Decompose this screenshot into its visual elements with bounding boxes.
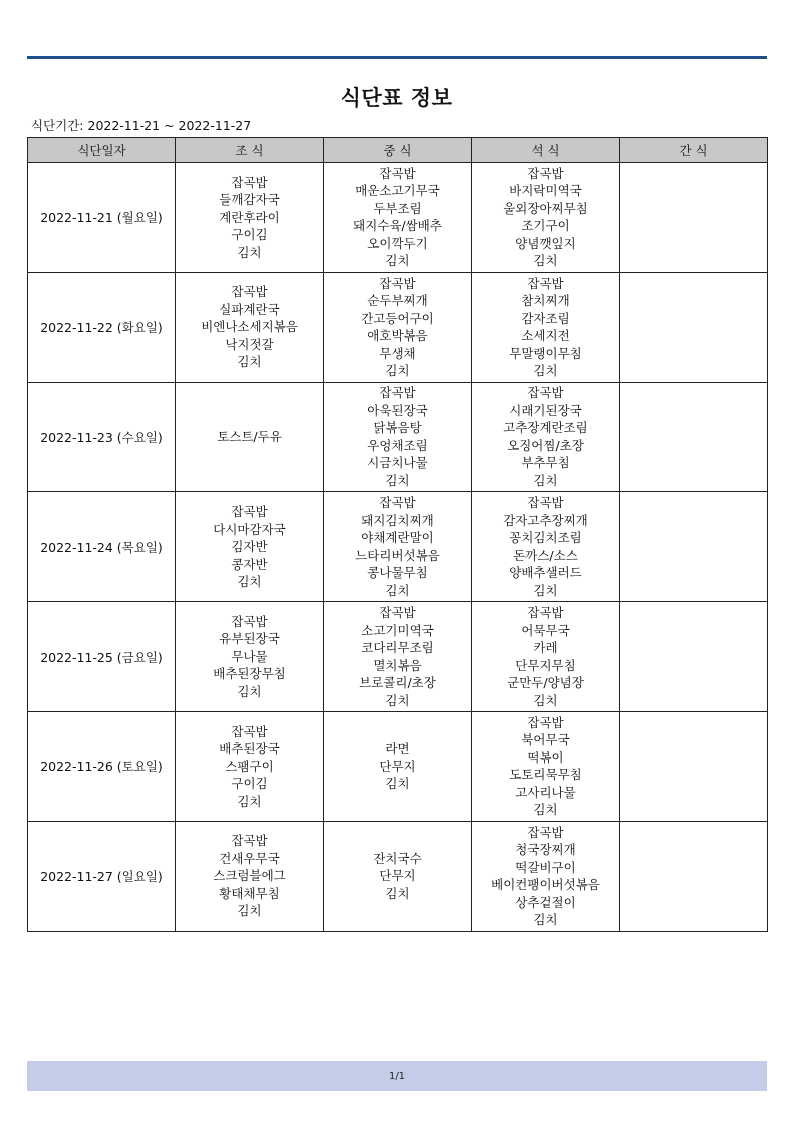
- snack-cell: [620, 492, 768, 602]
- menu-item: 잡곡밥: [231, 613, 268, 629]
- menu-item: 떡볶이: [527, 749, 564, 765]
- breakfast-cell: [176, 492, 324, 602]
- lunch-cell: [324, 163, 472, 273]
- snack-cell: [620, 163, 768, 273]
- menu-item: 구이김: [231, 776, 268, 792]
- snack-cell: [620, 382, 768, 492]
- menu-item: 매운소고기무국: [355, 183, 440, 199]
- menu-item: 돈까스/소스: [513, 547, 578, 563]
- menu-item: 잔치국수: [373, 850, 422, 866]
- menu-item: 잡곡밥: [231, 504, 268, 520]
- menu-item: 잡곡밥: [379, 495, 416, 511]
- header-snack: 간 식: [620, 138, 768, 163]
- menu-item: 도토리묵무침: [509, 767, 582, 783]
- menu-item: 김자반: [231, 539, 268, 555]
- lunch-cell: [324, 821, 472, 931]
- menu-item: 김치: [237, 574, 262, 590]
- menu-item: 계란후라이: [219, 209, 280, 225]
- date-cell: 2022-11-25 (금요일): [28, 602, 176, 712]
- breakfast-cell: [176, 272, 324, 382]
- menu-item: 김치: [385, 363, 410, 379]
- header-lunch: 중 식: [324, 138, 472, 163]
- menu-item: 상추겉절이: [515, 894, 576, 910]
- menu-item: 스크럼블에그: [213, 868, 286, 884]
- menu-item: 돼지김치찌개: [361, 512, 434, 528]
- menu-item: 김치: [385, 692, 410, 708]
- menu-item: 잡곡밥: [527, 714, 564, 730]
- menu-item: 브로콜리/초장: [359, 675, 436, 691]
- table-header-row: [28, 138, 768, 163]
- menu-item: 애호박볶음: [367, 328, 428, 344]
- menu-item: 라면: [385, 741, 410, 757]
- menu-item: 바지락미역국: [509, 183, 582, 199]
- menu-item: 간고등어구이: [361, 310, 434, 326]
- header-dinner: 석 식: [472, 138, 620, 163]
- menu-item: 고사리나물: [515, 784, 576, 800]
- menu-item: 감자조림: [521, 310, 570, 326]
- menu-item: 콩자반: [231, 556, 268, 572]
- breakfast-cell: [176, 163, 324, 273]
- menu-item: 들깨감자국: [219, 192, 280, 208]
- menu-item: 단무지무침: [515, 657, 576, 673]
- table-row: [28, 272, 768, 382]
- menu-item: 잡곡밥: [231, 174, 268, 190]
- dinner-cell: [472, 272, 620, 382]
- menu-item: 단무지: [379, 758, 416, 774]
- menu-item: 양념깻잎지: [515, 235, 576, 251]
- menu-item: 잡곡밥: [527, 605, 564, 621]
- menu-item: 카레: [533, 640, 558, 656]
- menu-item: 김치: [237, 793, 262, 809]
- menu-item: 황태채무침: [219, 885, 280, 901]
- menu-item: 아욱된장국: [367, 402, 428, 418]
- menu-item: 북어무국: [521, 732, 570, 748]
- menu-item: 멸치볶음: [373, 657, 422, 673]
- menu-item: 군만두/양념장: [507, 675, 584, 691]
- menu-item: 소고기미역국: [361, 622, 434, 638]
- date-cell: 2022-11-22 (화요일): [28, 272, 176, 382]
- menu-item: 김치: [533, 912, 558, 928]
- dinner-cell: [472, 602, 620, 712]
- menu-item: 잡곡밥: [379, 275, 416, 291]
- menu-item: 유부된장국: [219, 631, 280, 647]
- breakfast-cell: [176, 382, 324, 492]
- menu-item: 김치: [385, 885, 410, 901]
- menu-item: 단무지: [379, 868, 416, 884]
- menu-item: 김치: [533, 472, 558, 488]
- menu-item: 건새우무국: [219, 850, 280, 866]
- menu-item: 비엔나소세지볶음: [201, 319, 298, 335]
- menu-item: 잡곡밥: [527, 165, 564, 181]
- menu-item: 오징어찜/초장: [507, 437, 584, 453]
- menu-item: 돼지수육/쌈배추: [353, 218, 442, 234]
- menu-item: 토스트/두유: [217, 429, 282, 445]
- menu-item: 청국장찌개: [515, 842, 576, 858]
- menu-item: 잡곡밥: [379, 385, 416, 401]
- menu-item: 무생채: [379, 345, 416, 361]
- lunch-cell: [324, 382, 472, 492]
- menu-item: 참치찌개: [521, 293, 570, 309]
- menu-item: 무나물: [231, 648, 268, 664]
- menu-item: 양배추샐러드: [509, 565, 582, 581]
- menu-item: 김치: [237, 354, 262, 370]
- lunch-cell: [324, 272, 472, 382]
- menu-item: 우엉채조림: [367, 437, 428, 453]
- menu-item: 김치: [533, 253, 558, 269]
- menu-item: 코다리무조림: [361, 640, 434, 656]
- date-cell: 2022-11-27 (일요일): [28, 821, 176, 931]
- table-row: [28, 821, 768, 931]
- snack-cell: [620, 272, 768, 382]
- table-row: [28, 492, 768, 602]
- menu-item: 베이컨팽이버섯볶음: [491, 877, 600, 893]
- menu-item: 어묵무국: [521, 622, 570, 638]
- snack-cell: [620, 602, 768, 712]
- menu-item: 김치: [385, 472, 410, 488]
- header-date: 식단일자: [28, 138, 176, 163]
- dinner-cell: [472, 711, 620, 821]
- lunch-cell: [324, 602, 472, 712]
- lunch-cell: [324, 492, 472, 602]
- page-title: 식단표 정보: [340, 86, 453, 110]
- menu-item: 잡곡밥: [527, 385, 564, 401]
- menu-item: 소세지전: [521, 328, 570, 344]
- menu-item: 다시마감자국: [213, 521, 286, 537]
- menu-item: 느타리버섯볶음: [355, 547, 440, 563]
- menu-item: 순두부찌개: [367, 293, 428, 309]
- lunch-cell: [324, 711, 472, 821]
- menu-item: 잡곡밥: [379, 165, 416, 181]
- menu-item: 울외장아찌무침: [503, 200, 588, 216]
- menu-item: 잡곡밥: [231, 284, 268, 300]
- menu-item: 두부조림: [373, 200, 422, 216]
- dinner-cell: [472, 821, 620, 931]
- menu-item: 실파계란국: [219, 301, 280, 317]
- menu-item: 김치: [385, 253, 410, 269]
- menu-item: 배추된장무침: [213, 666, 286, 682]
- menu-item: 낙지젓갈: [225, 336, 274, 352]
- menu-item: 무말랭이무침: [509, 345, 582, 361]
- table-row: [28, 382, 768, 492]
- table-row: [28, 711, 768, 821]
- date-cell: 2022-11-21 (월요일): [28, 163, 176, 273]
- table-row: [28, 163, 768, 273]
- menu-item: 오이깍두기: [367, 235, 428, 251]
- date-cell: 2022-11-23 (수요일): [28, 382, 176, 492]
- page-indicator: 1/1: [388, 1070, 406, 1082]
- dinner-cell: [472, 492, 620, 602]
- snack-cell: [620, 821, 768, 931]
- menu-item: 스팸구이: [225, 758, 274, 774]
- breakfast-cell: [176, 602, 324, 712]
- menu-item: 닭볶음탕: [373, 420, 422, 436]
- menu-item: 김치: [385, 582, 410, 598]
- breakfast-cell: [176, 821, 324, 931]
- meal-period: 식단기간: 2022-11-21 ~ 2022-11-27: [31, 118, 252, 133]
- menu-item: 잡곡밥: [231, 833, 268, 849]
- menu-item: 김치: [385, 776, 410, 792]
- top-rule: [27, 56, 767, 59]
- menu-item: 떡갈비구이: [515, 859, 576, 875]
- menu-item: 시금치나물: [367, 455, 428, 471]
- dinner-cell: [472, 382, 620, 492]
- menu-item: 김치: [237, 903, 262, 919]
- footer-bar: [27, 1061, 767, 1091]
- menu-item: 부추무침: [521, 455, 570, 471]
- menu-item: 김치: [533, 802, 558, 818]
- date-cell: 2022-11-24 (목요일): [28, 492, 176, 602]
- menu-item: 김치: [237, 683, 262, 699]
- menu-item: 김치: [533, 692, 558, 708]
- menu-item: 잡곡밥: [527, 495, 564, 511]
- menu-item: 잡곡밥: [231, 723, 268, 739]
- menu-item: 감자고추장찌개: [503, 512, 588, 528]
- table-body: [28, 163, 768, 932]
- menu-item: 잡곡밥: [527, 824, 564, 840]
- menu-item: 고추장계란조림: [503, 420, 588, 436]
- menu-item: 야채계란말이: [361, 530, 434, 546]
- menu-item: 잡곡밥: [527, 275, 564, 291]
- menu-item: 조기구이: [521, 218, 570, 234]
- snack-cell: [620, 711, 768, 821]
- menu-item: 꽁치김치조림: [509, 530, 582, 546]
- table-row: [28, 602, 768, 712]
- menu-item: 김치: [237, 244, 262, 260]
- menu-item: 김치: [533, 363, 558, 379]
- meal-table: [27, 137, 768, 932]
- breakfast-cell: [176, 711, 324, 821]
- menu-item: 김치: [533, 582, 558, 598]
- header-breakfast: 조 식: [176, 138, 324, 163]
- menu-item: 시래기된장국: [509, 402, 582, 418]
- menu-item: 잡곡밥: [379, 605, 416, 621]
- dinner-cell: [472, 163, 620, 273]
- menu-item: 구이김: [231, 227, 268, 243]
- date-cell: 2022-11-26 (토요일): [28, 711, 176, 821]
- menu-item: 콩나물무침: [367, 565, 428, 581]
- menu-item: 배추된장국: [219, 741, 280, 757]
